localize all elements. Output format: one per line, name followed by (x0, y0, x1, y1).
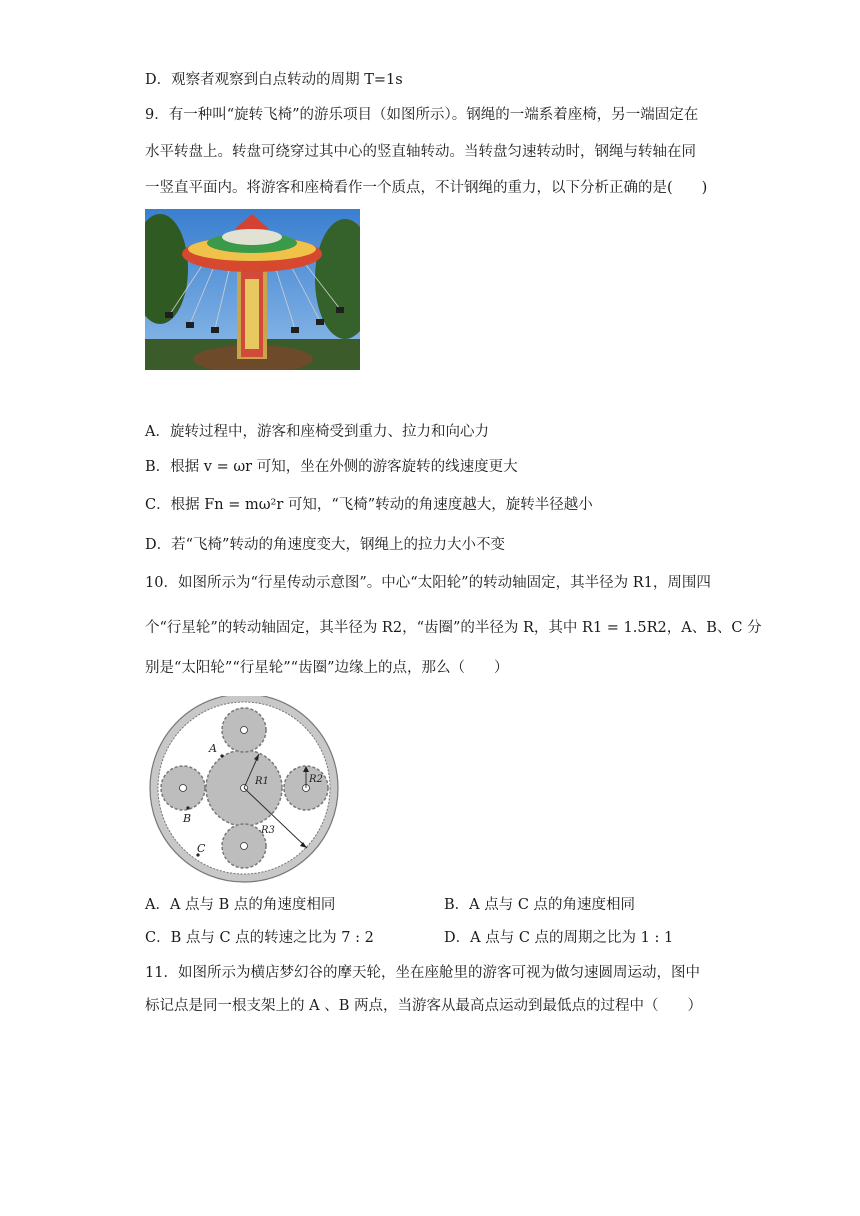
swing-ride-illustration (145, 209, 360, 370)
label-b: B (183, 812, 192, 825)
q10-option-c: C．B 点与 C 点的转速之比为 7 : 2 (145, 930, 374, 946)
point-a-dot (220, 754, 223, 757)
q9-option-a: A．旋转过程中，游客和座椅受到重力、拉力和向心力 (145, 424, 489, 440)
label-r2: R2 (309, 774, 323, 785)
planetary-gear-diagram (145, 696, 345, 886)
q10-stem-line-2: 个“行星轮”的转动轴固定，其半径为 R2，“齿圈”的半径为 R，其中 R1 = 1.5R2，A、B、C 分 (145, 620, 762, 636)
label-c: C (197, 842, 206, 855)
q9-stem-line-1: 9．有一种叫“旋转飞椅”的游乐项目（如图所示）。钢绳的一端系着座椅，另一端固定在 (145, 107, 699, 123)
q10-stem-line-3: 别是“太阳轮”“行星轮”“齿圈”边缘上的点，那么（ ） (145, 660, 509, 676)
q10-stem-line-1: 10．如图所示为“行星传动示意图”。中心“太阳轮”的转动轴固定，其半径为 R1，周围四 (145, 575, 711, 591)
q9-option-d: D．若“飞椅”转动的角速度变大，钢绳上的拉力大小不变 (145, 537, 505, 553)
label-r1: R1 (255, 776, 269, 787)
label-r3: R3 (261, 825, 275, 836)
q10-option-b: B．A 点与 C 点的角速度相同 (444, 897, 636, 913)
q9-stem-line-2: 水平转盘上。转盘可绕穿过其中心的竖直轴转动。当转盘匀速转动时，钢绳与转轴在同 (145, 144, 696, 160)
point-b-dot (186, 806, 189, 809)
q8-option-d: D．观察者观察到白点转动的周期 T=1s (145, 72, 403, 88)
q11-stem-line-2: 标记点是同一根支架上的 A 、B 两点，当游客从最高点运动到最低点的过程中（ ） (145, 998, 702, 1014)
q10-option-a: A．A 点与 B 点的角速度相同 (145, 897, 336, 913)
q9-option-b: B．根据 v = ωr 可知，坐在外侧的游客旋转的线速度更大 (145, 459, 518, 475)
q9-stem-line-3: 一竖直平面内。将游客和座椅看作一个质点，不计钢绳的重力，以下分析正确的是( ) (145, 180, 708, 196)
label-a: A (209, 742, 217, 755)
swing-ride-photo (145, 209, 360, 370)
q9-option-c: C．根据 Fn = mω²r 可知，“飞椅”转动的角速度越大，旋转半径越小 (145, 497, 593, 513)
q10-option-d: D．A 点与 C 点的周期之比为 1 : 1 (444, 930, 674, 946)
q11-stem-line-1: 11．如图所示为横店梦幻谷的摩天轮，坐在座舱里的游客可视为做匀速圆周运动，图中 (145, 965, 700, 981)
